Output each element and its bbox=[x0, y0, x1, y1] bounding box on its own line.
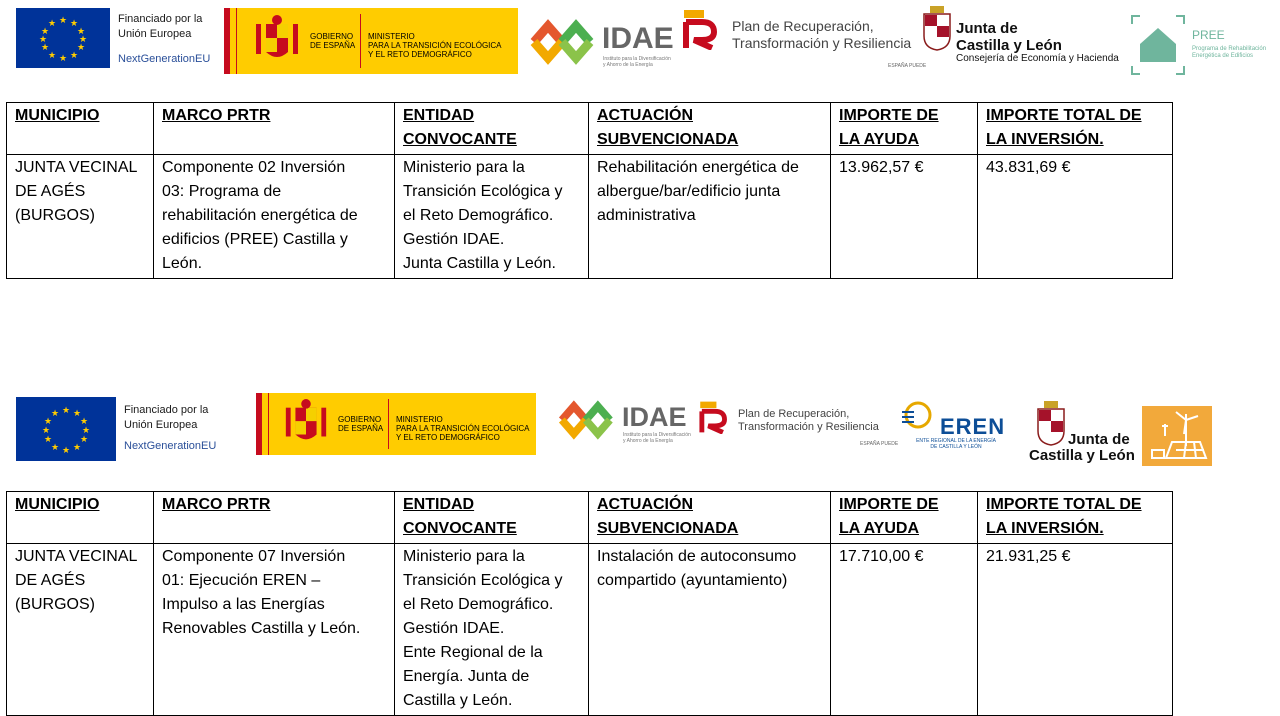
table-header-row bbox=[7, 492, 1173, 544]
cell-entidad: Ministerio para la Transición Ecológica y el Reto Demográfico. Gestión IDAE. Junta Castilla y León. bbox=[395, 155, 589, 279]
svg-text:★: ★ bbox=[40, 26, 50, 36]
svg-text:★: ★ bbox=[43, 416, 53, 426]
cell-actuacion: Rehabilitación energética de albergue/bar/edificio junta administrativa bbox=[589, 155, 831, 279]
cell-entidad: Ministerio para la Transición Ecológica y el Reto Demográfico. Gestión IDAE. Ente Regional de la Energía. Junta de Castilla y León. bbox=[395, 544, 589, 716]
table-row bbox=[7, 544, 1173, 716]
gobierno-ministerio-logo-2: GOBIERNO DE ESPAÑA MINISTERIO PARA LA TRANSICIÓN ECOLÓGICA Y EL RETO DEMOGRÁFICO bbox=[256, 393, 536, 455]
svg-text:★: ★ bbox=[43, 434, 53, 444]
svg-text:★: ★ bbox=[76, 26, 86, 36]
header-importe-total: IMPORTE TOTAL DE LA INVERSIÓN. bbox=[978, 103, 1173, 155]
cell-actuacion: Instalación de autoconsumo compartido (ayuntamiento) bbox=[589, 544, 831, 716]
cell-importe-total: 21.931,25 € bbox=[978, 544, 1173, 716]
eu-flag-icon bbox=[16, 397, 116, 461]
svg-text:★: ★ bbox=[61, 445, 71, 455]
renewable-energy-icon bbox=[1142, 406, 1212, 466]
svg-text:★: ★ bbox=[72, 442, 82, 452]
svg-text:★: ★ bbox=[50, 408, 60, 418]
svg-text:★: ★ bbox=[58, 15, 68, 25]
spain-coat-of-arms-icon bbox=[282, 398, 330, 450]
header-importe-ayuda: IMPORTE DE LA AYUDA bbox=[831, 492, 978, 544]
header-actuacion: ACTUACIÓN SUBVENCIONADA bbox=[589, 103, 831, 155]
subsidy-table-1 bbox=[6, 102, 1173, 279]
svg-text:★: ★ bbox=[78, 34, 88, 44]
cell-municipio: JUNTA VECINAL DE AGÉS (BURGOS) bbox=[7, 155, 154, 279]
cyl-shield-icon bbox=[1036, 401, 1066, 447]
cell-importe-total: 43.831,69 € bbox=[978, 155, 1173, 279]
cell-marco: Componente 07 Inversión 01: Ejecución EREN – Impulso a las Energías Renovables Castilla y León. bbox=[154, 544, 395, 716]
table-header-row bbox=[7, 103, 1173, 155]
table-row bbox=[7, 155, 1173, 279]
cell-importe-ayuda: 13.962,57 € bbox=[831, 155, 978, 279]
prtr-r-icon bbox=[682, 8, 720, 50]
prtr-r-icon bbox=[698, 400, 730, 434]
svg-text:★: ★ bbox=[38, 34, 48, 44]
cell-municipio: JUNTA VECINAL DE AGÉS (BURGOS) bbox=[7, 544, 154, 716]
svg-text:★: ★ bbox=[50, 442, 60, 452]
header-actuacion: ACTUACIÓN SUBVENCIONADA bbox=[589, 492, 831, 544]
svg-text:★: ★ bbox=[41, 425, 51, 435]
svg-text:★: ★ bbox=[79, 416, 89, 426]
svg-text:★: ★ bbox=[69, 18, 79, 28]
svg-text:★: ★ bbox=[76, 42, 86, 52]
header-importe-ayuda: IMPORTE DE LA AYUDA bbox=[831, 103, 978, 155]
cell-importe-ayuda: 17.710,00 € bbox=[831, 544, 978, 716]
svg-text:★: ★ bbox=[47, 18, 57, 28]
idae-knot-icon bbox=[551, 396, 619, 444]
svg-text:★: ★ bbox=[81, 425, 91, 435]
svg-text:★: ★ bbox=[47, 50, 57, 60]
header-entidad: ENTIDAD CONVOCANTE bbox=[395, 492, 589, 544]
header-importe-total: IMPORTE TOTAL DE LA INVERSIÓN. bbox=[978, 492, 1173, 544]
svg-text:★: ★ bbox=[69, 50, 79, 60]
eu-flag-icon bbox=[16, 8, 110, 68]
svg-text:★: ★ bbox=[79, 434, 89, 444]
house-icon bbox=[1130, 14, 1186, 76]
subsidy-table-2 bbox=[6, 491, 1173, 716]
header-marco: MARCO PRTR bbox=[154, 103, 395, 155]
svg-text:★: ★ bbox=[40, 42, 50, 52]
idae-knot-icon bbox=[524, 14, 598, 70]
eu-caption: Financiado por la Unión Europea NextGenerationEU bbox=[118, 13, 211, 65]
spain-coat-of-arms-icon bbox=[252, 14, 302, 68]
gobierno-ministerio-logo: GOBIERNO DE ESPAÑA MINISTERIO PARA LA TRANSICIÓN ECOLÓGICA Y EL RETO DEMOGRÁFICO bbox=[224, 8, 518, 74]
eu-caption: Financiado por la Unión Europea NextGenerationEU bbox=[124, 404, 217, 452]
header-marco: MARCO PRTR bbox=[154, 492, 395, 544]
cyl-shield-icon bbox=[922, 6, 952, 52]
svg-text:★: ★ bbox=[72, 408, 82, 418]
header-municipio: MUNICIPIO bbox=[7, 492, 154, 544]
header-municipio: MUNICIPIO bbox=[7, 103, 154, 155]
svg-text:★: ★ bbox=[58, 53, 68, 63]
svg-text:★: ★ bbox=[61, 405, 71, 415]
eren-sun-icon bbox=[898, 400, 938, 430]
header-entidad: ENTIDAD CONVOCANTE bbox=[395, 103, 589, 155]
cell-marco: Componente 02 Inversión 03: Programa de rehabilitación energética de edificios (PREE) Castilla y León. bbox=[154, 155, 395, 279]
